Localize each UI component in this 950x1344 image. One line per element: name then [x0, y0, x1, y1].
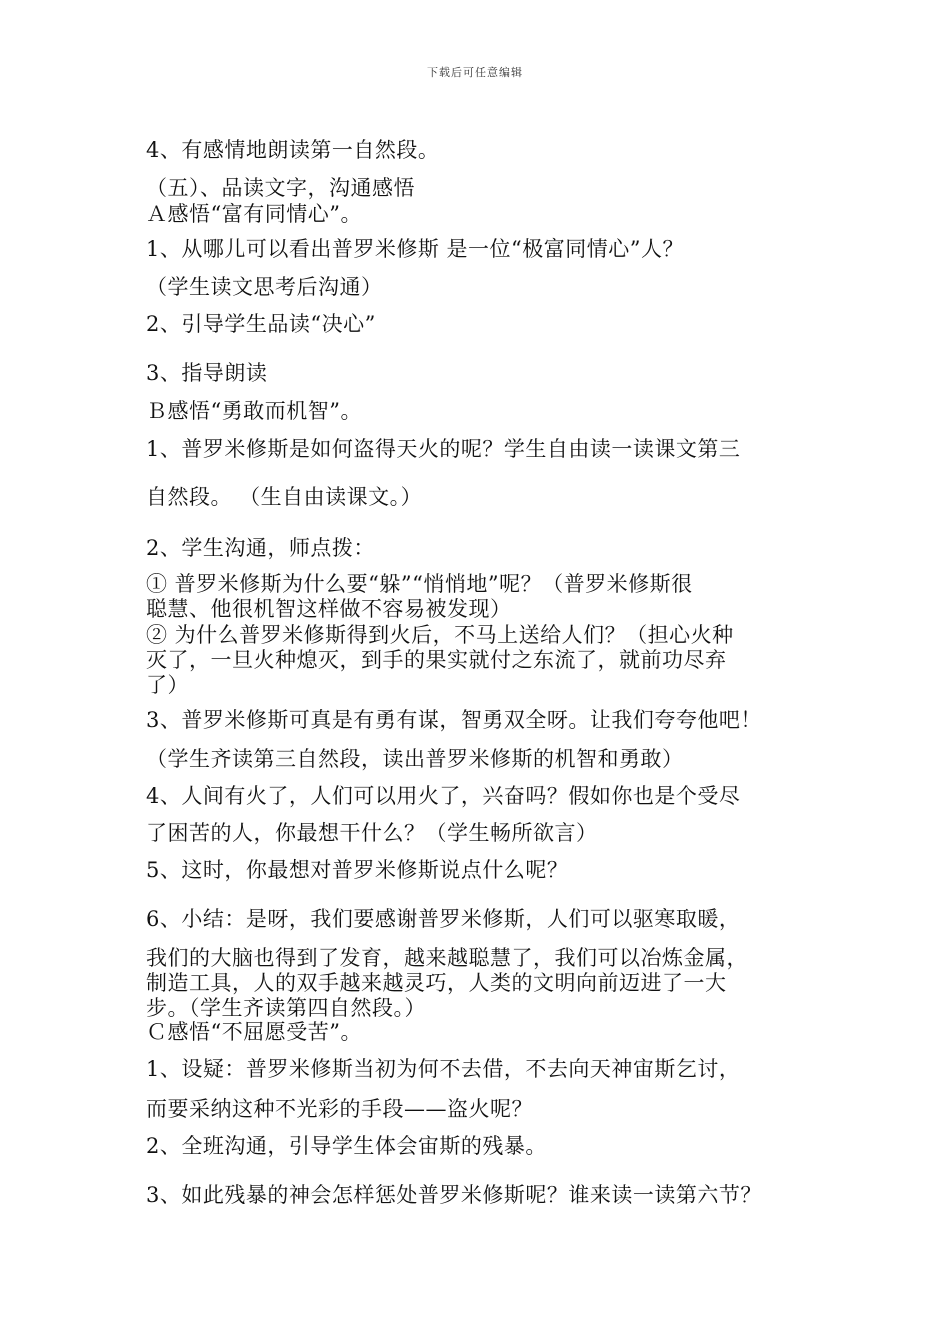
paragraph-line: 1、从哪儿可以看出普罗米修斯 是一位“极富同情心”人？ — [146, 237, 685, 261]
paragraph-line: 2、全班沟通，引导学生体会宙斯的残暴。 — [146, 1134, 547, 1158]
paragraph-line: 了） — [146, 673, 189, 697]
paragraph-line: 步。（学生齐读第四自然段。） — [146, 996, 426, 1020]
subsection-heading: Ｂ感悟“勇敢而机智”。 — [146, 399, 362, 423]
paragraph-line: 我们的大脑也得到了发育，越来越聪慧了，我们可以冶炼金属， — [146, 946, 748, 970]
paragraph-line: 1、普罗米修斯是如何盗得天火的呢？学生自由读一读课文第三 — [146, 437, 741, 461]
paragraph-line: （学生读文思考后沟通） — [146, 275, 383, 299]
paragraph-line: 聪慧、他很机智这样做不容易被发现） — [146, 597, 512, 621]
paragraph-line: 制造工具，人的双手越来越灵巧，人类的文明向前迈进了一大 — [146, 971, 727, 995]
paragraph-line: 而要采纳这种不光彩的手段——盗火呢？ — [146, 1097, 533, 1121]
paragraph-line: 了困苦的人，你最想干什么？（学生畅所欲言） — [146, 821, 598, 845]
subsection-heading: Ｃ感悟“不屈愿受苦”。 — [146, 1020, 362, 1044]
paragraph-line: （学生齐读第三自然段，读出普罗米修斯的机智和勇敢） — [146, 747, 684, 771]
paragraph-line: 灭了，一旦火种熄灭，到手的果实就付之东流了，就前功尽弃 — [146, 648, 727, 672]
paragraph-line: 6、小结：是呀，我们要感谢普罗米修斯，人们可以驱寒取暖， — [146, 907, 741, 931]
paragraph-line: 2、引导学生品读“决心” — [146, 312, 376, 336]
paragraph-line: 4、有感情地朗读第一自然段。 — [146, 138, 440, 162]
paragraph-line: 1、设疑：普罗米修斯当初为何不去借，不去向天神宙斯乞讨， — [146, 1057, 741, 1081]
paragraph-line: 2、学生沟通，师点拨： — [146, 536, 375, 560]
subsection-heading: Ａ感悟“富有同情心”。 — [146, 202, 362, 226]
section-heading: （五）、品读文字，沟通感悟 — [146, 176, 415, 200]
paragraph-line: ① 普罗米修斯为什么要“躲”“悄悄地”呢？（普罗米修斯很 — [146, 572, 693, 596]
paragraph-line: 3、如此残暴的神会怎样惩处普罗米修斯呢？谁来读一读第六节？ — [146, 1183, 762, 1207]
paragraph-line: 4、人间有火了，人们可以用火了，兴奋吗？假如你也是个受尽 — [146, 784, 741, 808]
paragraph-line: 3、指导朗读 — [146, 361, 268, 385]
paragraph-line: 自然段。 （生自由读课文。） — [146, 485, 423, 509]
page-header: 下载后可任意编辑 — [427, 66, 523, 79]
paragraph-line: 3、普罗米修斯可真是有勇有谋，智勇双全呀。让我们夸夸他吧！ — [146, 708, 762, 732]
paragraph-line: ② 为什么普罗米修斯得到火后，不马上送给人们？（担心火种 — [146, 623, 734, 647]
paragraph-line: 5、这时，你最想对普罗米修斯说点什么呢？ — [146, 858, 569, 882]
